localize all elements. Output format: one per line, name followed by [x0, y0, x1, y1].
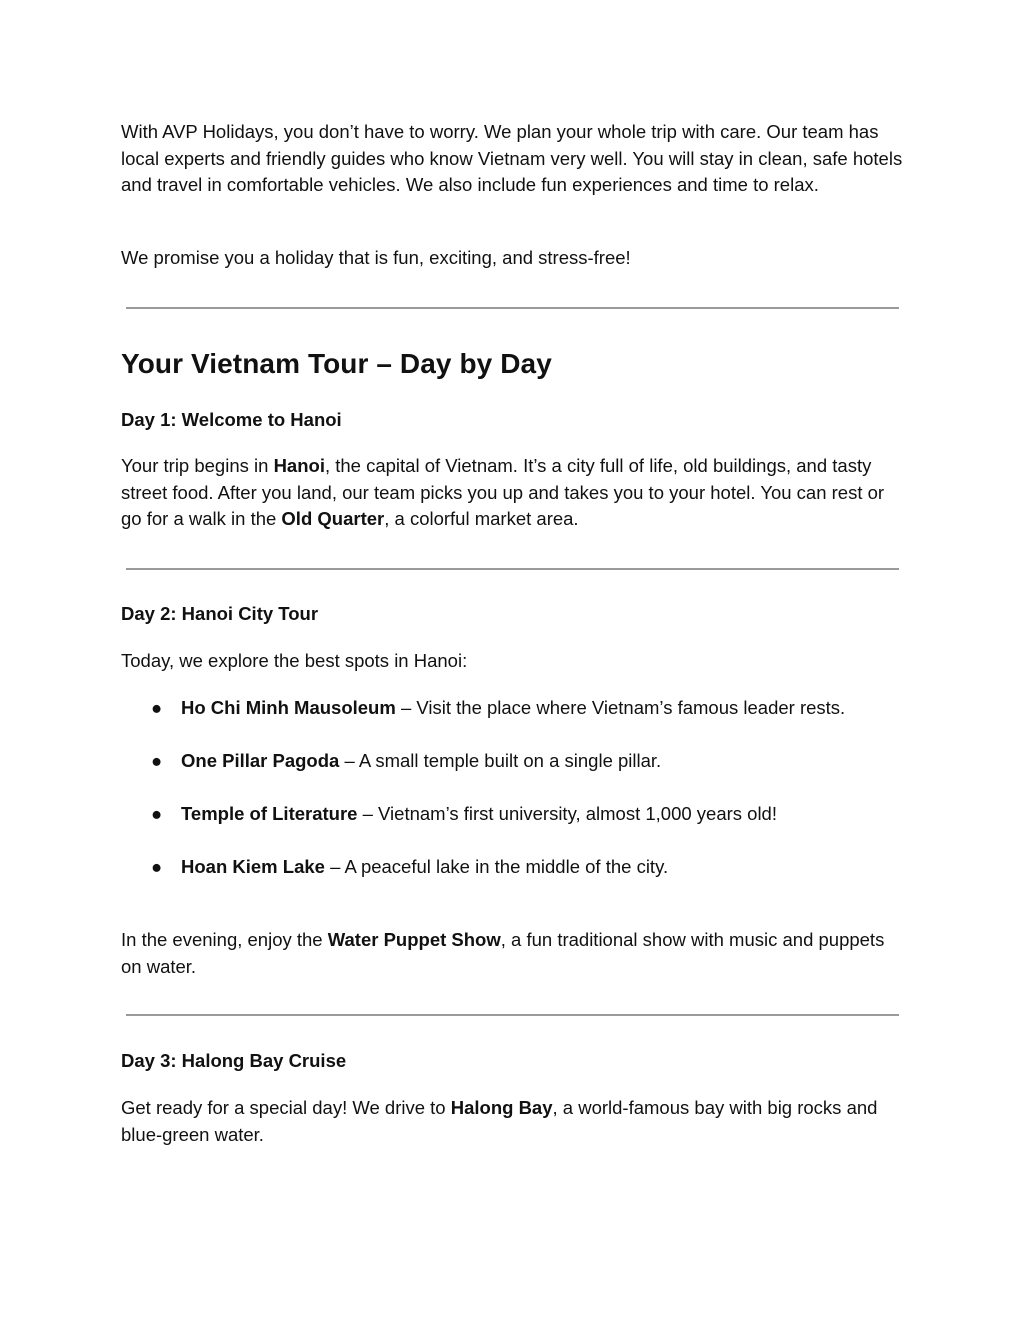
- day2-intro: Today, we explore the best spots in Hanoi:: [121, 650, 468, 671]
- day2-heading: Day 2: Hanoi City Tour: [121, 603, 319, 624]
- list-item-title: One Pillar Pagoda: [181, 750, 340, 771]
- old-quarter-bold: Old Quarter: [281, 508, 385, 529]
- divider: [126, 568, 899, 570]
- list-item-text: – A small temple built on a single pillar.: [339, 750, 662, 771]
- list-item-text: – A peaceful lake in the middle of the city.: [324, 856, 669, 877]
- water-puppet-bold: Water Puppet Show: [327, 929, 501, 950]
- bullet-icon: ●: [151, 750, 163, 771]
- section-title: Your Vietnam Tour – Day by Day: [121, 348, 552, 379]
- divider: [126, 1014, 899, 1016]
- halong-bay-bold: Halong Bay: [450, 1097, 553, 1118]
- day3-paragraph: Get ready for a special day! We drive to Halong Bay, a world-famous bay with big rocks and blue-green water.: [121, 1097, 878, 1145]
- bullet-icon: ●: [151, 803, 163, 824]
- day1-paragraph: Your trip begins in Hanoi, the capital of Vietnam. It’s a city full of life, old buildings, and tasty street food. After you land, our team picks you up and takes you to your hotel. You can rest or go for a walk in the Old Quarter, a colorful market area.: [121, 455, 885, 529]
- hanoi-bold: Hanoi: [273, 455, 325, 476]
- day1-heading: Day 1: Welcome to Hanoi: [121, 409, 342, 430]
- list-item-title: Hoan Kiem Lake: [181, 856, 325, 877]
- day3-heading: Day 3: Halong Bay Cruise: [121, 1050, 347, 1071]
- list-item-text: – Visit the place where Vietnam’s famous leader rests.: [395, 697, 846, 718]
- list-item-text: – Vietnam’s first university, almost 1,000 years old!: [357, 803, 777, 824]
- list-item-title: Temple of Literature: [181, 803, 358, 824]
- divider: [126, 307, 899, 309]
- bullet-icon: ●: [151, 697, 163, 718]
- list-item-title: Ho Chi Minh Mausoleum: [181, 697, 396, 718]
- bullet-icon: ●: [151, 856, 163, 877]
- evening-paragraph: In the evening, enjoy the Water Puppet Show, a fun traditional show with music and puppets on water.: [121, 929, 885, 977]
- promise-paragraph: We promise you a holiday that is fun, exciting, and stress-free!: [121, 247, 631, 268]
- intro-paragraph: With AVP Holidays, you don’t have to worry. We plan your whole trip with care. Our team has local experts and friendly guides who know Vietnam very well. You will stay in clean, safe hotels and travel in comfortable vehicles. We also include fun experiences and time to relax.: [121, 121, 903, 195]
